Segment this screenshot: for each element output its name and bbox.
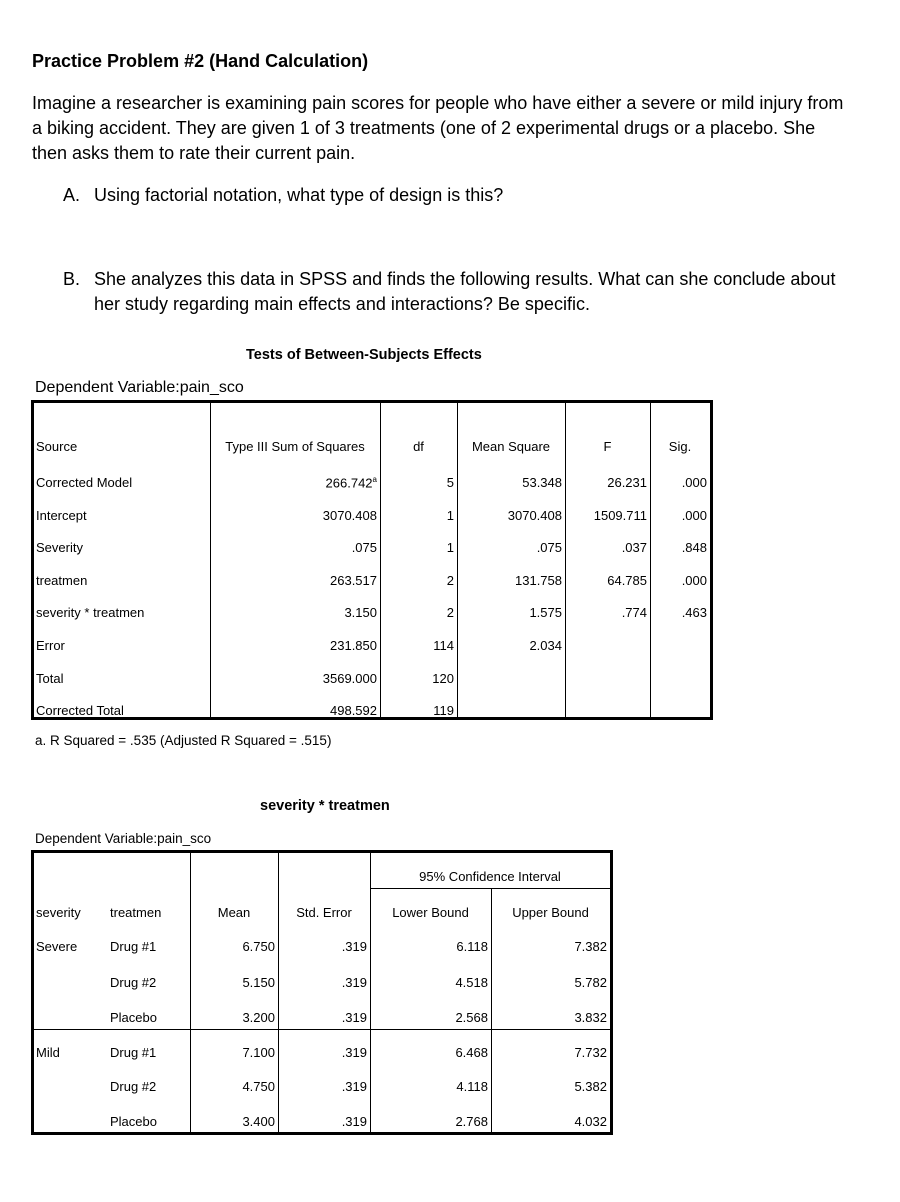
table1-dependent-variable: Dependent Variable:pain_sco xyxy=(35,379,244,396)
table1-value-cell: 120 xyxy=(432,670,454,686)
table2-value-cell: 7.100 xyxy=(242,1045,275,1060)
table2-value-cell: 5.382 xyxy=(574,1079,607,1094)
table1-row-label: Intercept xyxy=(36,507,87,523)
question-a-text: Using factorial notation, what type of design is this? xyxy=(94,185,504,205)
table1-row-label: Error xyxy=(36,638,65,653)
table1-value-cell: .774 xyxy=(621,605,647,621)
table1-header-cell: df xyxy=(413,439,424,454)
question-a-label: A. xyxy=(63,185,81,205)
table2-treatment-cell: Drug #2 xyxy=(110,1079,157,1094)
table1-value-cell: .000 xyxy=(681,475,707,490)
table2-header-cell: Mean xyxy=(217,905,251,920)
table2-severity-cell: Severe xyxy=(36,939,78,954)
table1-footnote: a. R Squared = .535 (Adjusted R Squared = .515) xyxy=(35,733,332,748)
table2-value-cell: 3.200 xyxy=(242,1010,275,1025)
table1-value-cell: 64.785 xyxy=(607,572,647,588)
table2-value-cell: .319 xyxy=(341,975,367,990)
table1-value-cell: 2 xyxy=(446,605,454,621)
table2-treatment-cell: Drug #1 xyxy=(110,939,157,954)
table1-value-cell: 26.231 xyxy=(607,475,647,490)
table1-row-label: severity * treatmen xyxy=(36,605,145,621)
table1-row-label: treatmen xyxy=(36,572,88,588)
table2-value-cell: 6.468 xyxy=(455,1045,488,1060)
table2-header-cell: Upper Bound xyxy=(512,905,589,920)
table1-header-cell: Sig. xyxy=(668,439,692,454)
table1-value-cell: 1 xyxy=(446,507,454,523)
table1-value-cell: .075 xyxy=(351,540,377,556)
table1-value-cell: .037 xyxy=(621,540,647,556)
table2-treatment-cell: Placebo xyxy=(110,1114,157,1129)
table2-value-cell: 4.518 xyxy=(455,975,488,990)
table1-value-cell: 2.034 xyxy=(529,638,562,653)
table1-value-cell: 263.517 xyxy=(330,572,377,588)
table2-value-cell: .319 xyxy=(341,1079,367,1094)
table1-value-cell: .000 xyxy=(681,572,707,588)
between-subjects-table xyxy=(31,400,713,720)
table1-value-cell: .000 xyxy=(681,507,707,523)
table2-header-cell: Std. Error xyxy=(296,905,352,920)
table1-row-label: Severity xyxy=(36,540,83,556)
table2-value-cell: .319 xyxy=(341,939,367,954)
table1-value-cell: 5 xyxy=(446,475,454,490)
table2-value-cell: 2.768 xyxy=(455,1114,488,1129)
table1-value-cell: .848 xyxy=(681,540,707,556)
table1-value-cell: 3070.408 xyxy=(322,507,377,523)
table1-value-cell: 3569.000 xyxy=(322,670,377,686)
table1-value-cell: 2 xyxy=(446,572,454,588)
table2-header-cell: treatmen xyxy=(110,905,162,920)
table1-value-cell: 114 xyxy=(433,638,454,653)
table2-value-cell: 7.732 xyxy=(574,1045,607,1060)
table2-value-cell: 3.832 xyxy=(574,1010,607,1025)
table1-row-label: Corrected Model xyxy=(36,475,133,490)
table1-value-cell: 1509.711 xyxy=(593,507,647,523)
table2-value-cell: 4.750 xyxy=(242,1079,275,1094)
table1-value-cell: 1.575 xyxy=(529,605,562,621)
table2-value-cell: 3.400 xyxy=(242,1114,275,1129)
table2-value-cell: .319 xyxy=(341,1114,367,1129)
table2-caption: severity * treatmen xyxy=(260,798,390,814)
footnote-marker: a xyxy=(372,475,377,484)
table2-treatment-cell: Drug #2 xyxy=(110,975,157,990)
table2-value-cell: 5.150 xyxy=(242,975,275,990)
table2-value-cell: .319 xyxy=(341,1045,367,1060)
table2-value-cell: 2.568 xyxy=(455,1010,488,1025)
page-title: Practice Problem #2 (Hand Calculation) xyxy=(32,51,369,71)
table2-value-cell: .319 xyxy=(341,1010,367,1025)
table2-dependent-variable: Dependent Variable:pain_sco xyxy=(35,831,212,846)
table1-value-cell: 231.850 xyxy=(330,638,377,653)
table1-value-cell: .463 xyxy=(681,605,707,621)
table2-value-cell: 5.782 xyxy=(574,975,607,990)
question-b-label: B. xyxy=(63,269,81,289)
table1-value-cell: .075 xyxy=(536,540,562,556)
table2-header-cell: Lower Bound xyxy=(392,905,469,920)
ci-header: 95% Confidence Interval xyxy=(419,869,561,884)
table1-header-cell: Source xyxy=(36,439,78,454)
table1-header-cell: Mean Square xyxy=(471,439,551,454)
table1-value-cell: 1 xyxy=(446,540,454,556)
table1-caption: Tests of Between-Subjects Effects xyxy=(246,347,482,363)
table2-treatment-cell: Drug #1 xyxy=(110,1045,157,1060)
table2-severity-cell: Mild xyxy=(36,1045,60,1060)
table1-row-label: Total xyxy=(36,670,64,686)
table2-treatment-cell: Placebo xyxy=(110,1010,157,1025)
question-b-text: She analyzes this data in SPSS and finds the following results. What can she conclude about her study regarding main effects and interactions? Be specific. xyxy=(94,269,836,314)
table1-value-cell: 131.758 xyxy=(515,572,562,588)
table1-value-cell: 266.742$^a$ xyxy=(325,475,377,491)
table2-value-cell: 7.382 xyxy=(574,939,607,954)
intro-paragraph: Imagine a researcher is examining pain scores for people who have either a severe or mild injury from a biking accident. They are given 1 of 3 treatments (one of 2 experimental drugs or a placebo. She then asks them to rate their current pain. xyxy=(32,93,844,163)
table2-value-cell: 4.032 xyxy=(574,1114,607,1129)
table1-value-cell: 119 xyxy=(433,703,454,719)
table2-value-cell: 4.118 xyxy=(456,1079,488,1094)
question-b xyxy=(63,267,863,327)
table2-value-cell: 6.118 xyxy=(456,939,488,954)
table1-row-label: Corrected Total xyxy=(36,703,124,719)
table1-value-cell: 53.348 xyxy=(522,475,562,490)
table1-header-cell: Type III Sum of Squares xyxy=(225,439,365,454)
table1-value-cell: 498.592 xyxy=(330,703,377,719)
table1-value-cell: 3070.408 xyxy=(507,507,562,523)
table2-header-cell: severity xyxy=(36,905,81,920)
table2-value-cell: 6.750 xyxy=(242,939,275,954)
table1-value-cell: 3.150 xyxy=(344,605,377,621)
severity-treatmen-table xyxy=(31,850,613,1135)
table1-header-cell: F xyxy=(603,439,612,454)
question-a xyxy=(63,183,863,213)
